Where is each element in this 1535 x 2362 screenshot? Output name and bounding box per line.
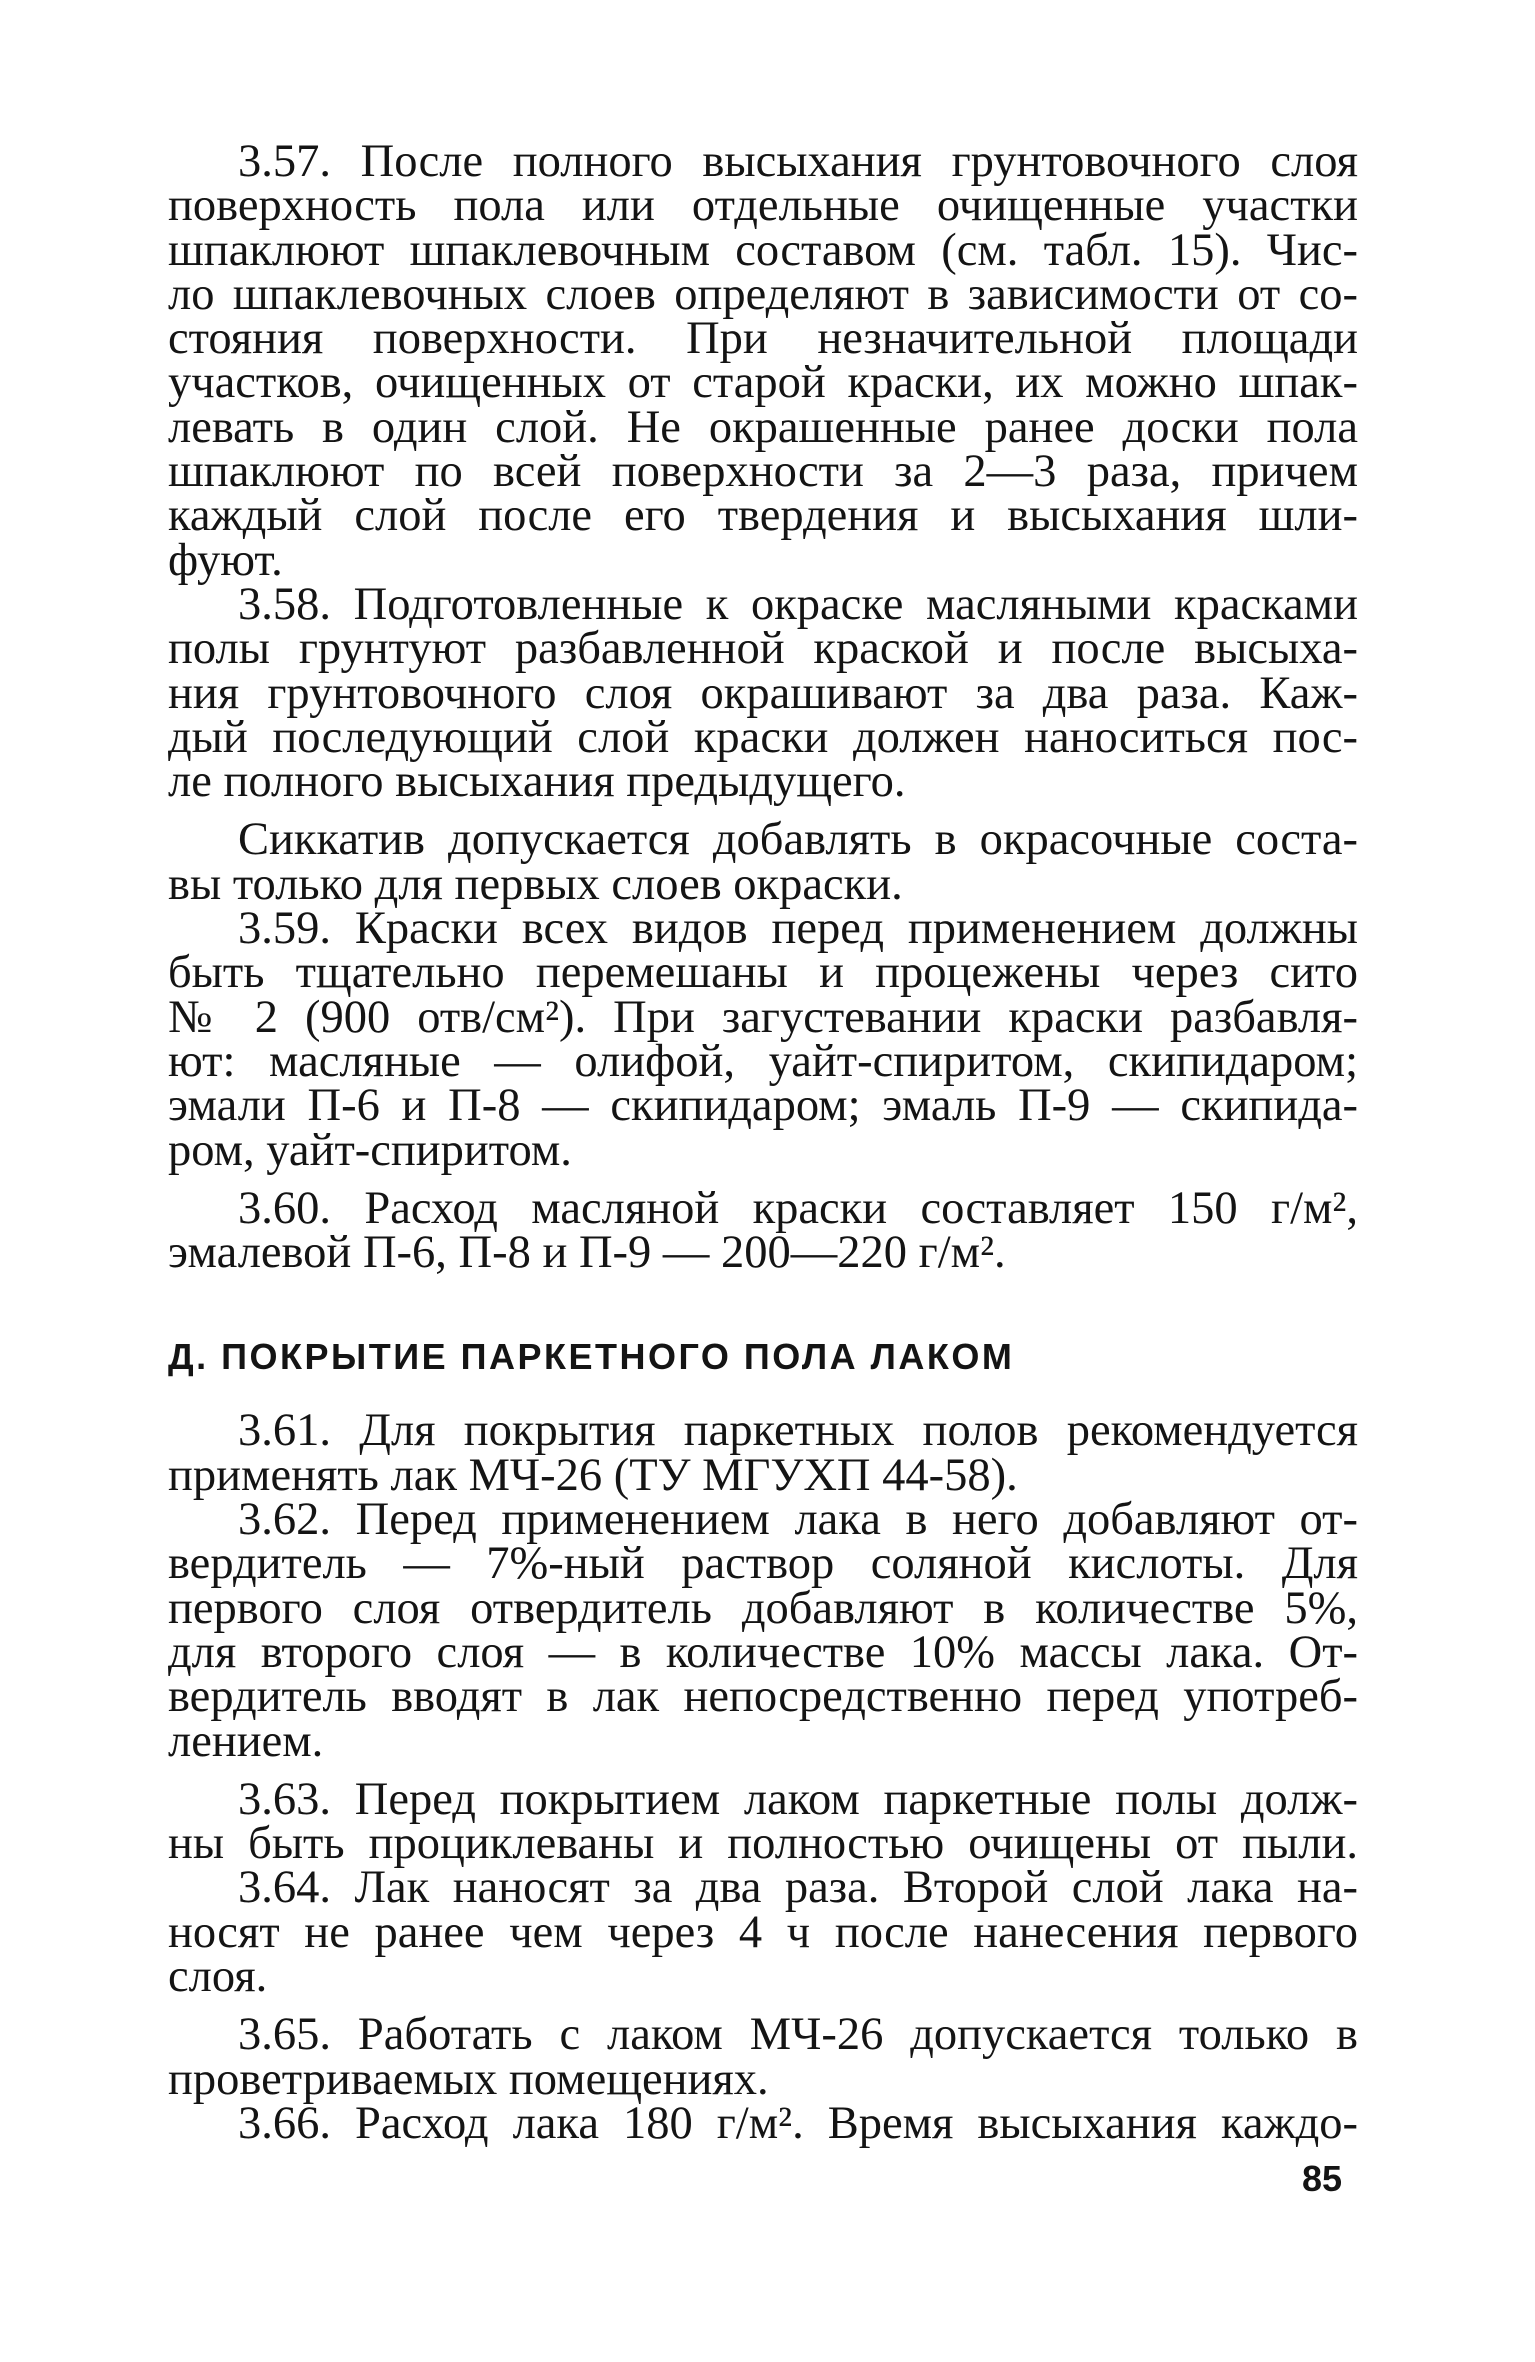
text-line: вердитель вводят в лак непосредственно перед употреб- — [168, 1671, 1358, 1723]
text-line: ром, уайт-спиритом. — [168, 1124, 572, 1176]
text-line: 3.61. Для покрытия паркетных полов рекомендуется — [238, 1405, 1358, 1457]
text-line: фуют. — [168, 534, 283, 586]
paragraph-siccative — [168, 814, 1358, 866]
text-line: 3.65. Работать с лаком МЧ-26 допускается только в — [238, 2009, 1358, 2061]
text-line: 3.62. Перед применением лака в него добавляют от- — [238, 1494, 1358, 1546]
document-page — [168, 136, 1358, 2149]
text-line: 3.58. Подготовленные к окраске масляными красками — [238, 578, 1358, 630]
text-line: каждый слой после его твердения и высыхания шли- — [168, 490, 1358, 542]
paragraph-3-62 — [168, 1494, 1358, 1546]
paragraph-3-61-body — [168, 1449, 1358, 1501]
paragraph-3-62-body — [168, 1538, 1358, 1767]
paragraph-3-63-body — [168, 1818, 1358, 1870]
text-line: ны быть проциклеваны и полностью очищены от пыли. — [168, 1818, 1358, 1870]
text-line: № 2 (900 отв/см²). При загустевании краски разбавля- — [168, 991, 1358, 1043]
text-line: эмали П-6 и П-8 — скипидаром; эмаль П-9 — скипида- — [168, 1080, 1358, 1132]
page-number: 85 — [1302, 2158, 1343, 2199]
text-line: участков, очищенных от старой краски, их можно шпак- — [168, 357, 1358, 409]
section-gap — [168, 1275, 1358, 1335]
text-line: левать в один слой. Не окрашенные ранее доски пола — [168, 401, 1358, 453]
paragraph-3-59-body — [168, 947, 1358, 1176]
text-line: шпаклюют по всей поверхности за 2—3 раза, причем — [168, 446, 1358, 498]
text-line: 3.59. Краски всех видов перед применением должны — [238, 903, 1358, 955]
text-line: Сиккатив допускается добавлять в окрасочные соста- — [238, 814, 1358, 866]
section-heading: Д. ПОКРЫТИЕ ПАРКЕТНОГО ПОЛА ЛАКОМ — [168, 1336, 1015, 1378]
paragraph-3-63 — [168, 1773, 1358, 1825]
text-line: эмалевой П-6, П-8 и П-9 — 200—220 г/м². — [168, 1227, 1006, 1279]
text-line: 3.57. После полного высыхания грунтовочного слоя — [238, 136, 1358, 187]
text-line: шпаклюют шпаклевочным составом (см. табл. 15). Чис- — [168, 224, 1358, 276]
text-line: проветриваемых помещениях. — [168, 2053, 769, 2105]
text-line: ло шпаклевочных слоев определяют в зависимости от со- — [168, 268, 1358, 320]
paragraph-3-61 — [168, 1405, 1358, 1457]
text-line: лением. — [168, 1715, 324, 1767]
text-line: дый последующий слой краски должен наноситься пос- — [168, 711, 1358, 763]
text-line: ния грунтовочного слоя окрашивают за два раза. Каж- — [168, 667, 1358, 719]
text-line: 3.66. Расход лака 180 г/м². Время высыхания каждо- — [238, 2097, 1358, 2149]
text-line: поверхность пола или отдельные очищенные участки — [168, 180, 1358, 232]
paragraph-siccative-body — [168, 858, 1358, 910]
text-line: 3.64. Лак наносят за два раза. Второй слой лака на- — [238, 1862, 1358, 1914]
paragraph-3-60-body — [168, 1227, 1358, 1279]
text-line: стояния поверхности. При незначительной площади — [168, 313, 1358, 365]
paragraph-3-65-body — [168, 2053, 1358, 2105]
paragraph-3-57 — [168, 136, 1358, 187]
paragraph-3-66 — [168, 2097, 1358, 2149]
paragraph-3-64-body — [168, 1906, 1358, 2002]
paragraph-3-59 — [168, 903, 1358, 955]
paragraph-3-58 — [168, 578, 1358, 630]
text-line: носят не ранее чем через 4 ч после нанесения первого — [168, 1906, 1358, 1958]
text-line: ют: масляные — олифой, уайт-спиритом, скипидаром; — [168, 1035, 1358, 1087]
text-line: применять лак МЧ-26 (ТУ МГУХП 44-58). — [168, 1449, 1018, 1501]
text-line: вердитель — 7%-ный раствор соляной кислоты. Для — [168, 1538, 1358, 1590]
text-line: ле полного высыхания предыдущего. — [168, 756, 906, 808]
text-line: первого слоя отвердитель добавляют в количестве 5%, — [168, 1582, 1358, 1634]
text-line: 3.63. Перед покрытием лаком паркетные полы долж- — [238, 1773, 1358, 1825]
text-line: для второго слоя — в количестве 10% массы лака. От- — [168, 1626, 1358, 1678]
text-line: слоя. — [168, 1950, 268, 2002]
paragraph-3-58-body — [168, 623, 1358, 808]
paragraph-3-57-body — [168, 180, 1358, 586]
paragraph-3-65 — [168, 2009, 1358, 2061]
paragraph-3-60 — [168, 1182, 1358, 1234]
text-line: 3.60. Расход масляной краски составляет 150 г/м², — [238, 1182, 1358, 1234]
text-line: вы только для первых слоев окраски. — [168, 858, 903, 910]
text-line: быть тщательно перемешаны и процежены через сито — [168, 947, 1358, 999]
paragraph-3-64 — [168, 1862, 1358, 1914]
text-line: полы грунтуют разбавленной краской и после высыха- — [168, 623, 1358, 675]
